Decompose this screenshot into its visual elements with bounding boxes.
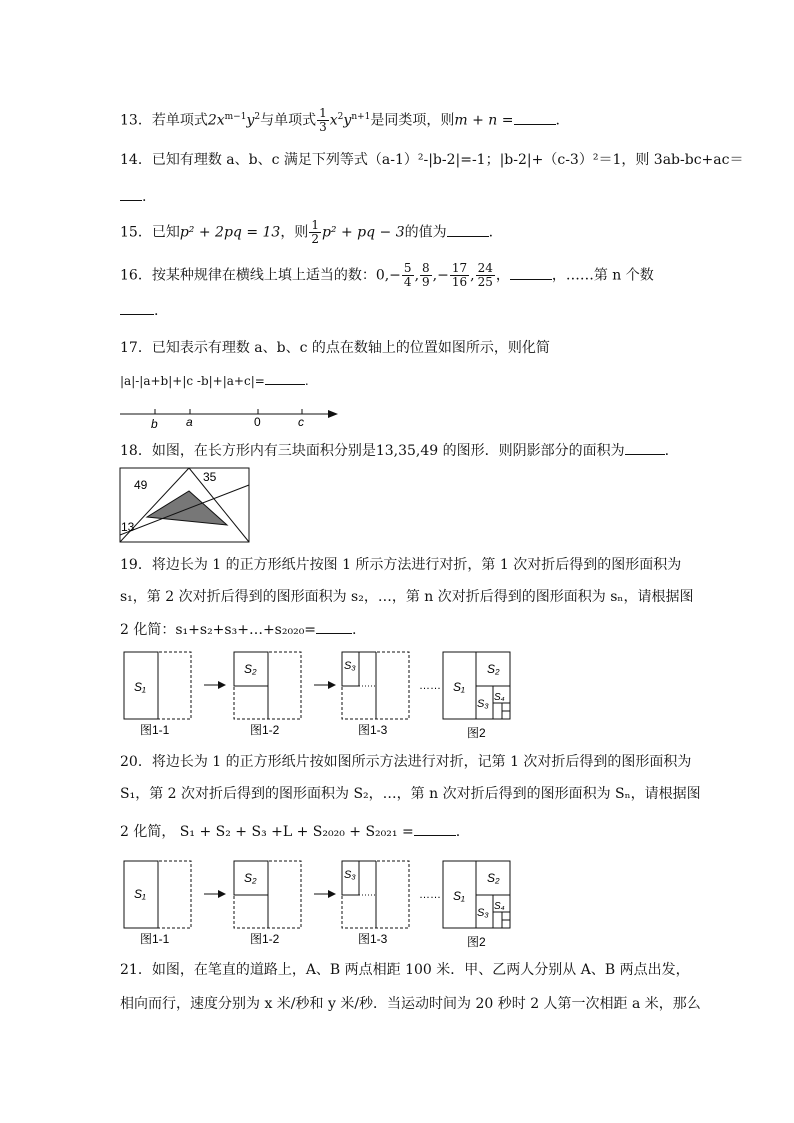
line-diagonal xyxy=(120,485,249,535)
s3-label: S₃ xyxy=(477,907,489,919)
answer-blank[interactable] xyxy=(316,619,352,634)
question-17: 17．已知表示有理数 a、b、c 的点在数轴上的位置如图所示，则化简 xyxy=(120,340,550,356)
answer-blank[interactable] xyxy=(120,186,142,201)
question-19-cont1: s₁，第 2 次对折后得到的图形面积为 s₂，…，第 n 次对折后得到的图形面积为 sₙ，请根据图 xyxy=(120,589,694,605)
question-19: 19．将边长为 1 的正方形纸片按图 1 所示方法进行对折，第 1 次对折后得到的图形面积为 xyxy=(120,557,682,573)
s2-label: S₂ xyxy=(244,662,257,676)
s3-label: S₃ xyxy=(344,660,356,672)
question-20-cont2: 2 化简， S₁ + S₂ + S₃ +L + S₂₀₂₀ + S₂₀₂₁ = . xyxy=(120,821,460,842)
caption-1-1: 图1-1 xyxy=(140,932,170,946)
s2-label: S₂ xyxy=(244,871,257,885)
arrow-head-icon xyxy=(328,410,338,418)
question-16-cont: . xyxy=(120,300,158,321)
rectangle-area-figure xyxy=(119,467,251,545)
arrow-head-icon xyxy=(328,681,336,689)
question-21-cont: 相向而行，速度分别为 x 米/秒和 y 米/秒．当运动时间为 20 秒时 2 人第一次相距 a 米，那么 xyxy=(120,996,701,1012)
arrow-head-icon xyxy=(218,681,226,689)
question-17-cont: |a|-|a+b|+|c -b|+|a+c|= . xyxy=(120,370,309,391)
answer-blank[interactable] xyxy=(514,110,556,125)
label-zero: 0 xyxy=(254,415,261,429)
s3-label: S₃ xyxy=(477,698,489,710)
area-49: 49 xyxy=(134,478,148,492)
arrow-head-icon xyxy=(328,890,336,898)
question-19-cont2: 2 化简：s₁+s₂+s₃+…+s₂₀₂₀= . xyxy=(120,619,357,640)
s1-label: S₁ xyxy=(134,887,146,901)
label-b: b xyxy=(151,417,158,431)
caption-1-2: 图1-2 xyxy=(250,723,280,737)
caption-2: 图2 xyxy=(467,935,486,949)
s1-label: S₁ xyxy=(134,680,146,694)
answer-blank[interactable] xyxy=(120,300,154,315)
answer-blank[interactable] xyxy=(510,265,552,280)
question-14: 14．已知有理数 a、b、c 满足下列等式（a-1）²-|b-2|=-1；|b-2|+（c-3）²＝1，则 3ab-bc+ac＝ xyxy=(120,152,744,168)
question-14-cont: . xyxy=(120,186,146,207)
number-line-figure xyxy=(118,404,343,432)
s3-label: S₃ xyxy=(344,869,356,881)
caption-1-1: 图1-1 xyxy=(140,723,170,737)
question-16: 16．按某种规律在横线上填上适当的数：0,− $\frac{5}{4}$ , $\frac{8}{9}$ ,− $\frac{17}{16}$ , $\frac{24}{25}$ ， ，……第 n 个数 xyxy=(120,261,654,289)
ellipsis: …… xyxy=(419,889,441,901)
s1-label: S₁ xyxy=(453,889,465,903)
area-35: 35 xyxy=(203,470,217,484)
s2-label: S₂ xyxy=(487,662,500,676)
label-a: a xyxy=(186,415,193,429)
arrow-head-icon xyxy=(218,890,226,898)
s1-label: S₁ xyxy=(453,680,465,694)
ellipsis: …… xyxy=(419,680,441,692)
s2-label: S₂ xyxy=(487,871,500,885)
caption-1-2: 图1-2 xyxy=(250,932,280,946)
folding-figure-20 xyxy=(118,856,518,952)
question-20: 20．将边长为 1 的正方形纸片按如图所示方法进行对折，记第 1 次对折后得到的图形面积为 xyxy=(120,754,692,770)
caption-1-3: 图1-3 xyxy=(358,932,388,946)
s4-label: S₄ xyxy=(494,692,505,703)
answer-blank[interactable] xyxy=(414,821,456,836)
folding-figure-19 xyxy=(118,647,518,743)
caption-2: 图2 xyxy=(467,726,486,740)
question-20-cont1: S₁，第 2 次对折后得到的图形面积为 S₂，…，第 n 次对折后得到的图形面积为 Sₙ，请根据图 xyxy=(120,786,701,802)
answer-blank[interactable] xyxy=(265,370,305,385)
answer-blank[interactable] xyxy=(447,222,489,237)
s4-label: S₄ xyxy=(494,901,505,912)
label-c: c xyxy=(298,415,304,429)
area-13: 13 xyxy=(121,520,135,534)
answer-blank[interactable] xyxy=(625,440,665,455)
question-18: 18．如图，在长方形内有三块面积分别是13,35,49 的图形．则阴影部分的面积为 . xyxy=(120,440,669,461)
question-15: 15．已知p² + 2pq = 13，则 $\frac{1}{2}$ p² + pq − 3的值为 . xyxy=(120,218,494,246)
question-13: 13．若单项式$2x^{m-1}y^2$与单项式 $\frac{1}{3}$ $x^2y^{n+1}$是同类项，则m + n = . xyxy=(120,106,560,135)
question-21: 21．如图，在笔直的道路上，A、B 两点相距 100 米．甲、乙两人分别从 A、B 两点出发， xyxy=(120,962,690,978)
caption-1-3: 图1-3 xyxy=(358,723,388,737)
